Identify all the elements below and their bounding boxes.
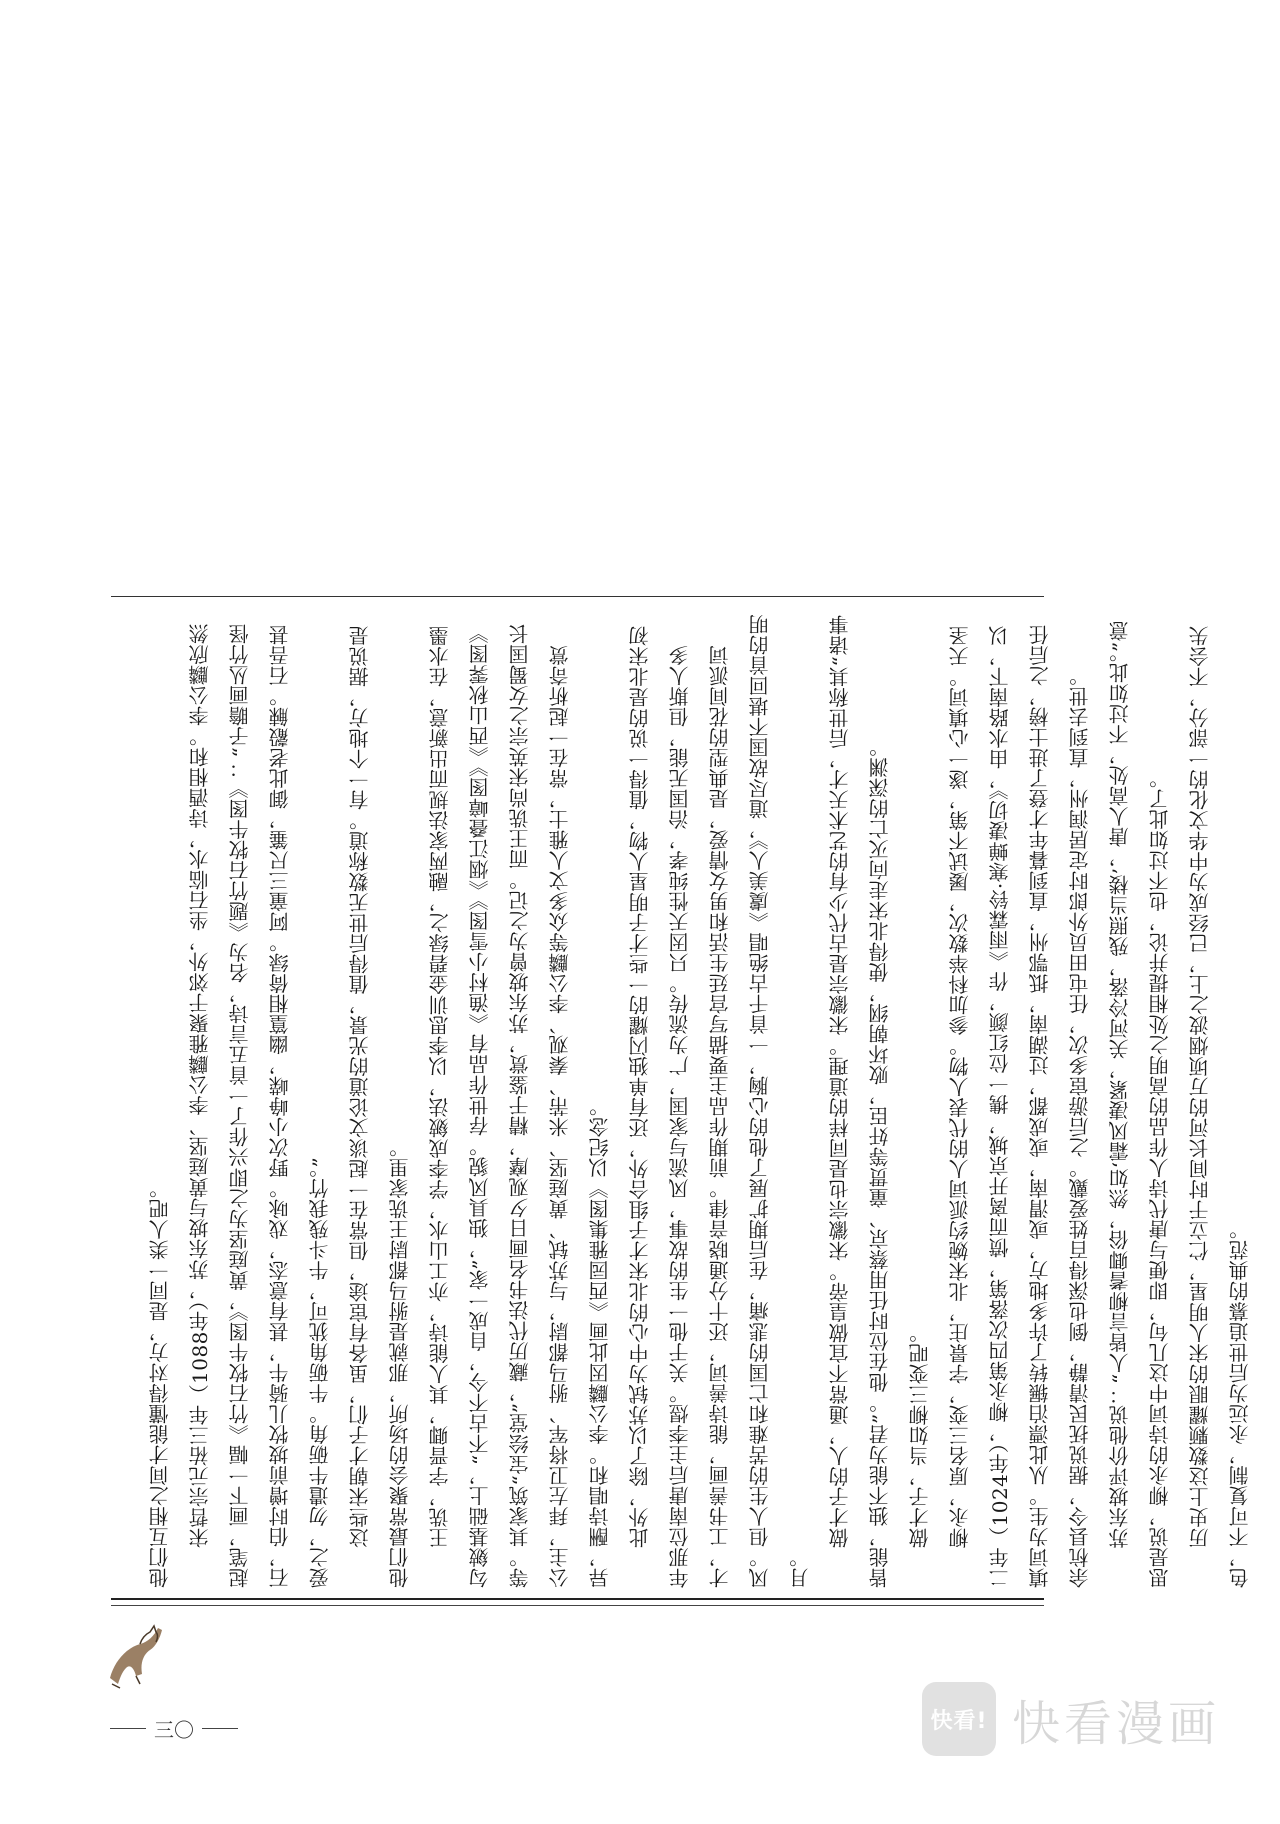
paragraph-6: 做才子的人，通常不宜做皇帝。宋徽宗也是同样的道理。宋徽宗是古代少有的艺术天才，后世称其“诸事皆能，独不能为君”。他在位时任用蔡京、童贯等奸臣，败坏朝纲，使得北宋走向灭亡的深渊。 (828, 614, 892, 1588)
paragraph-8: 柳永，原名三变，字景庄，北宋婉约派词人的代表人物。参加科举数次，屡试不第，遂一心填词。天圣二年（1024年），柳永第四次落第，愤而离开京城，携一位红颜，作《雨霖铃·寒蝉凄切》，由水路南下，以填词为生。从此漂泊辗转了许多地方，或渭南，或成都，过湖南，抵鄂州，直到暮年才登了进士榜，之后任余杭县令，据说抚民清静，倒也深得百姓爱戴。之后游宦多次，任屯田员外郎时定居润州，直到去世。 (948, 624, 1092, 1588)
paragraph-1: 他们互相之间才能懂得对方，是同一类人吧。 (148, 1178, 172, 1588)
paragraph-4: 王诜，字晋卿，其人能诗，亦工山水，学李成皴法，以李思训金碧绿之，融两家法规而出新意，在水墨勾皴基础上，“不古不今，自成一家”，独具风貌。存世作品有《渔村小雪图》《烟江叠嶂图》《西山秋霁图》等。其家筑“宝绘堂”，藏历代法书名画日夕观摩，精于鉴赏，苏东坡曾为之记。而王诜尚宋英宗之女蜀国长公主，拜左卫将军、驸马都尉，与苏轼、黄庭坚、米芾、秦观、李公麟等众多文人雅士，常在一起析奇赏异，酬诗唱和。李公麟因此画《西园雅集图》以纪念。 (428, 623, 612, 1588)
vertical-text-block (140, 606, 1252, 1588)
folio-dash-right (202, 1728, 238, 1729)
bottom-rule-thick (111, 1598, 1044, 1600)
bottom-rule-thin (111, 1605, 1044, 1606)
paragraph-7: 做才子，当如柳三变吧。 (908, 1322, 932, 1548)
page-number: 三〇 (154, 1717, 194, 1742)
paragraph-2: 宋哲宗元祐三年（1088年），苏东坡与黄庭坚、李公麟雅聚于郊外，坐石临水，诗酒相和。李公麟欣然起笔，画下一幅《竹石牧牛图》，黄庭坚为之即兴作了一首五言诗，名为《题竹石牧牛图》：“子瞻画丛竹怪石，伯时增前坡牧儿骑牛，甚有意态，戏咏。野次小峥嵘，幽篁相倚绿。阿童三尺箠，御此老觳觫。石吾甚爱之，勿遣牛砺角。牛砺角犹可，牛斗残我竹。” (188, 623, 332, 1588)
watermark (922, 1682, 1220, 1756)
page-folio (110, 1714, 238, 1742)
cat-sketch-icon (100, 1618, 170, 1690)
watermark-logo: 快看! (922, 1682, 996, 1756)
top-rule (111, 596, 1044, 597)
paragraph-9: 苏东坡评价他说：“人皆言柳耆卿俗，然如‘霜风凄紧，关河冷落，残照当楼’，唐人高处，不过如此。”意思是说，柳永的诗词中这几句，即便与唐代诗人作品的高明之处相提并论，也不过如此了。 (1108, 620, 1172, 1588)
folio-dash-left (110, 1728, 146, 1729)
watermark-brand: 快看漫画 (1012, 1695, 1221, 1752)
paragraph-3: 这些宋朝才子们，虽各有宦途，但常在一起谈文论道的光景，值得后世无数称道。有一个地方，据说是他们最常聚会的场所，那就是驸马都尉王诜家里。 (348, 625, 412, 1588)
paragraph-5: 此外，除了以苏轼为中心的北宋才子组合外，还有单独闪耀的一些才子明星人物，值得一说的是北宋初年那位南唐后主李煜。关于他一生的故事，风流与家国，广为流传。只因天性纯孝，治国无能，但斯人多才，工书善画，能诗善词，还十分通晓音律。前期作品主要描写宫廷生活和男女情爱，是典型的花间派词风。但人生的苦难和亡国的悲痛，在后期扩展了他的心胸，一首千古绝唱《虞美人》，道尽故国不堪回首的明月。 (628, 614, 812, 1588)
paragraph-10: 历史上这数颗耀眼的宋人明星，伫立于时间长河的万顷烟波之上，已经成为中华文化的一部分，不会失色，不可复制，永远为后世追慕的典范。 (1188, 625, 1252, 1588)
